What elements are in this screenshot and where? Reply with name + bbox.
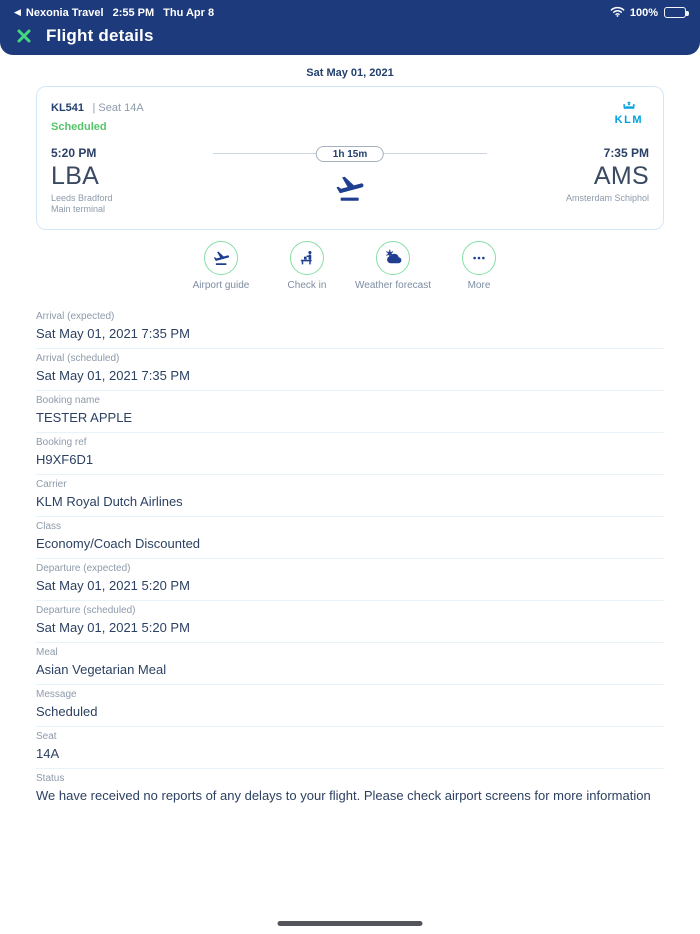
detail-label: Seat	[36, 731, 57, 742]
detail-value: Sat May 01, 2021 5:20 PM	[36, 578, 190, 593]
detail-value: Sat May 01, 2021 5:20 PM	[36, 620, 190, 635]
action-airport-guide[interactable]	[178, 241, 264, 292]
detail-label: Status	[36, 773, 65, 784]
detail-label: Departure (expected)	[36, 563, 131, 574]
detail-value: Asian Vegetarian Meal	[36, 662, 167, 677]
detail-value: TESTER APPLE	[36, 410, 133, 425]
detail-row	[36, 475, 664, 517]
battery-icon	[664, 7, 686, 18]
plane-takeoff-icon	[333, 172, 367, 209]
action-more[interactable]	[436, 241, 522, 292]
top-navy-bar	[0, 0, 700, 55]
check-in-icon[interactable]	[290, 241, 324, 275]
flight-duration-pill: 1h 15m	[316, 146, 384, 162]
detail-label: Booking ref	[36, 437, 87, 448]
detail-row	[36, 433, 664, 475]
flight-identifier	[51, 98, 144, 133]
action-label: More	[467, 280, 491, 291]
detail-row	[36, 601, 664, 643]
flight-summary-card[interactable]	[36, 86, 664, 230]
detail-label: Carrier	[36, 479, 67, 490]
detail-row	[36, 643, 664, 685]
status-bar	[0, 0, 700, 22]
arrival-airport: Amsterdam Schiphol	[565, 193, 649, 203]
back-to-app-label[interactable]: Nexonia Travel	[25, 6, 104, 19]
flight-number: KL541	[51, 102, 85, 114]
action-label: Airport guide	[192, 280, 250, 291]
detail-label: Arrival (expected)	[36, 311, 115, 322]
detail-value: KLM Royal Dutch Airlines	[36, 494, 183, 509]
nav-header	[0, 22, 700, 55]
airport-guide-icon[interactable]	[204, 241, 238, 275]
arrival-block	[499, 146, 649, 215]
departure-time: 5:20 PM	[51, 146, 97, 160]
arrival-time: 7:35 PM	[603, 146, 649, 160]
detail-value: H9XF6D1	[36, 452, 94, 467]
airline-logo	[615, 98, 643, 126]
flight-seat: | Seat 14A	[92, 102, 144, 114]
status-time: 2:55 PM	[112, 6, 155, 19]
detail-label: Departure (scheduled)	[36, 605, 136, 616]
close-icon[interactable]	[15, 27, 33, 45]
detail-value: 14A	[36, 746, 60, 761]
detail-row	[36, 517, 664, 559]
detail-row	[36, 559, 664, 601]
detail-label: Class	[36, 521, 62, 532]
detail-value: Sat May 01, 2021 7:35 PM	[36, 326, 190, 341]
details-list	[36, 307, 664, 810]
airline-name: KLM	[614, 114, 643, 126]
detail-row	[36, 349, 664, 391]
route-section	[51, 146, 649, 215]
detail-row	[36, 685, 664, 727]
detail-row	[36, 769, 664, 810]
home-indicator[interactable]	[278, 921, 423, 926]
back-to-app-icon[interactable]: ◀	[14, 7, 21, 17]
departure-block	[51, 146, 201, 215]
departure-terminal: Main terminal	[51, 204, 106, 214]
detail-row	[36, 727, 664, 769]
arrival-code: AMS	[593, 162, 649, 190]
detail-value: Economy/Coach Discounted	[36, 536, 201, 551]
battery-percent: 100%	[629, 6, 658, 19]
departure-airport: Leeds Bradford	[51, 193, 113, 203]
detail-value: Sat May 01, 2021 7:35 PM	[36, 368, 190, 383]
flight-date-header: Sat May 01, 2021	[306, 67, 394, 79]
weather-forecast-icon[interactable]	[376, 241, 410, 275]
detail-value: Scheduled	[36, 704, 98, 719]
action-label: Check in	[287, 280, 327, 291]
detail-value: We have received no reports of any delays to your flight. Please check airport screens for more information	[36, 788, 651, 803]
departure-code: LBA	[51, 162, 100, 190]
page-title: Flight details	[46, 25, 154, 45]
status-date: Thu Apr 8	[163, 6, 215, 19]
detail-label: Meal	[36, 647, 58, 658]
actions-row	[0, 241, 700, 292]
detail-label: Arrival (scheduled)	[36, 353, 120, 364]
detail-row	[36, 391, 664, 433]
klm-crown-icon	[618, 101, 640, 110]
detail-row	[36, 307, 664, 349]
wifi-icon	[610, 6, 625, 20]
detail-label: Message	[36, 689, 77, 700]
more-icon[interactable]	[462, 241, 496, 275]
detail-label: Booking name	[36, 395, 100, 406]
action-check-in[interactable]	[264, 241, 350, 292]
action-weather-forecast[interactable]	[350, 241, 436, 292]
flight-status-badge: Scheduled	[51, 121, 107, 133]
action-label: Weather forecast	[355, 280, 431, 291]
